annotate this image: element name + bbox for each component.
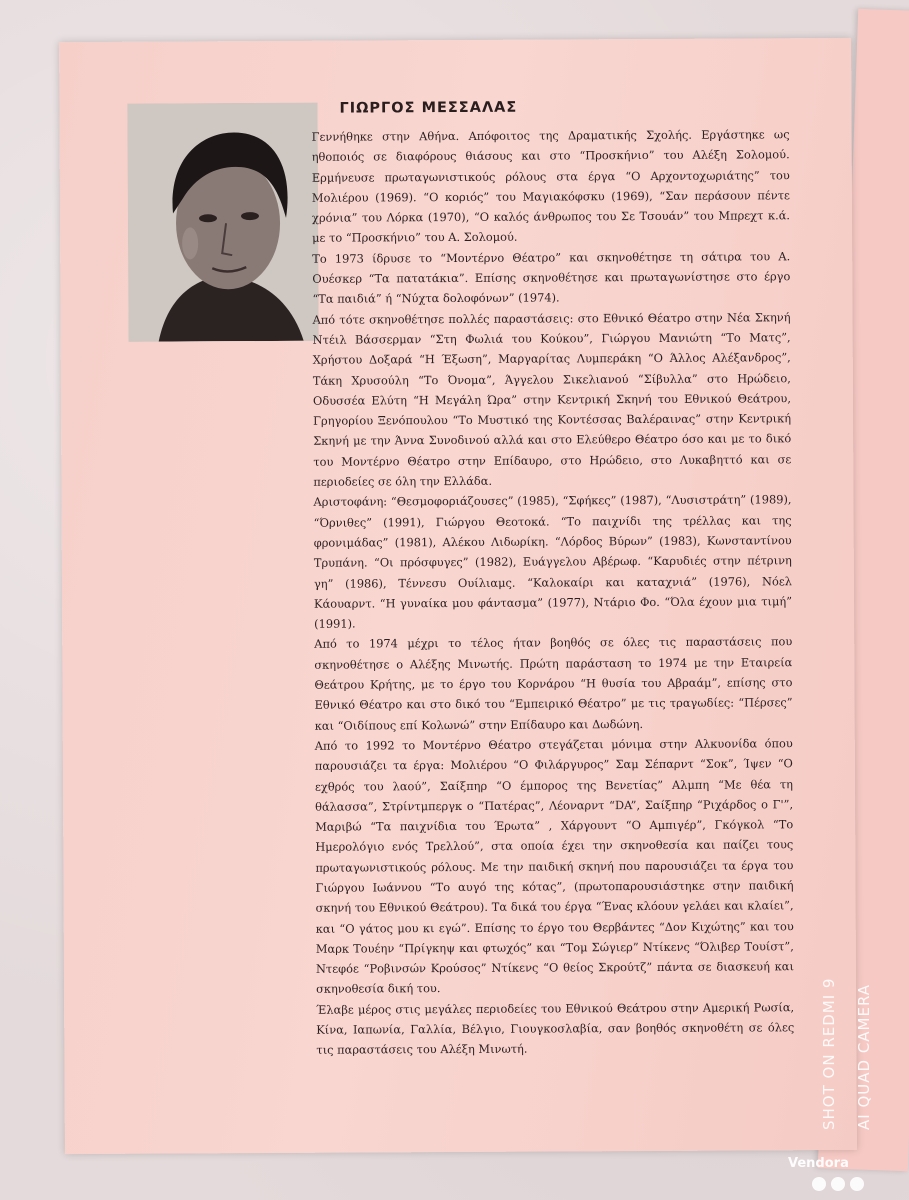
portrait-image xyxy=(127,103,318,342)
portrait-photo xyxy=(127,103,318,342)
paragraph: Το 1973 ίδρυσε το “Μοντέρνο Θέατρο” και σκηνοθέτησε τη σάτιρα του Α. Ουέσκερ “Τα πατατάκια”. Επίσης σκηνοθέτησε και πρωταγωνίστησε στο έργο “Τα παιδιά” ή “Νύχτα δολοφόνων” (1974). xyxy=(312,249,791,307)
vendora-dots-icon xyxy=(812,1176,882,1194)
paragraph: Γεννήθηκε στην Αθήνα. Απόφοιτος της Δραματικής Σχολής. Εργάστηκε ως ηθοποιός σε διαφόρους θιάσους και στο “Προσκήνιο” του Αλέξη Σολομού. Ερμήνευσε πρωταγωνιστικούς ρόλους στα έργα “Ο Αρχοντοχωριάτης” του Μολιέρου (1969). “Ο κοριός” του Μαγιακόφσκυ (1969), “Σαν περάσουν πέντε χρόνια” του Λόρκα (1970), “Ο καλός άνθρωπος του Σε Τσουάν” του Μπρεχτ κ.ά. με το “Προσκήνιο” του Α. Σολομού. xyxy=(311,127,791,246)
vendora-logo: Vendora xyxy=(788,1156,849,1171)
paragraph: Από το 1974 μέχρι το τέλος ήταν βοηθός σε όλες τις παραστάσεις που σκηνοθέτησε ο Αλέξης Μινωτής. Πρώτη παράσταση το 1974 με την Εταιρεία Θεάτρου Κρήτης, με το έργο του Κορνάρου “Η θυσία του Αβραάμ”, επίσης στο Εθνικό Θέατρο και στο δικό του “Εμπειρικό Θέατρο” με τις τραγωδίες: “Πέρσες” και “Οιδίπους επί Κολωνώ” στην Επίδαυρο και Δωδώνη. xyxy=(314,634,793,733)
paragraph: Έλαβε μέρος στις μεγάλες περιοδείες του Εθνικού Θεάτρου στην Αμερική Ρωσία, Κίνα, Ιαπωνία, Γαλλία, Βέλγιο, Γιουγκοσλαβία, σαν βοηθός σκηνοθέτη σε όλες τις παραστάσεις του Αλέξη Μινωτή. xyxy=(316,1000,795,1058)
document-page xyxy=(59,38,857,1154)
camera-watermark-line1: SHOT ON REDMI 9 xyxy=(820,977,838,1130)
paragraph: Από το 1992 το Μοντέρνο Θέατρο στεγάζεται μόνιμα στην Αλκυονίδα όπου παρουσιάζει τα έργα: Μολιέρου “Ο Φιλάργυρος” Σαμ Σέπαρντ “Σοκ”, Ίψεν “Ο εχθρός του λαού”, Σαίξπηρ “Ο έμπορος της Βενετίας” Αλμπη “Με θέα τη θάλασσα”, Στρίντμπεργκ ο “Πατέρας”, Λέοναρντ “DA”, Σαίξπηρ “Ριχάρδος ο Γ'”, Μαριβώ “Τα παιχνίδια του Έρωτα” , Χάργουντ “Ο Αμπιγέρ”, Γκόγκολ “Το Ημερολόγιο ενός Τρελλού”, στα οποία έχει την σκηνοθεσία και παίζει τους πρωταγωνιστικούς ρόλους. Με την παιδική σκηνή που παρουσιάζει τα έργα του Γιώργου Ιωάννου “Το αυγό της κότας”, (πρωτοπαρουσιάστηκε στην παιδική σκηνή του Εθνικού Θεάτρου). Τα δικά του έργα “Ένας κλόουν γελάει και κλαίει”, και “Ο γάτος μου κι εγώ”. Επίσης το έργο του Θερβάντες “Δον Κιχώτης” και του Μαρκ Τουέην “Πρίγκηψ και φτωχός” και “Τομ Σώγιερ” Ντίκενς “Όλιβερ Τουίστ”, Ντεφόε “Ροβινσών Κρούσος” Ντίκενς “Ο θείος Σκρούτζ” πάντα σε διασκευή και σκηνοθεσία δική του. xyxy=(314,736,794,997)
camera-watermark-line2: AI QUAD CAMERA xyxy=(855,983,873,1130)
page-title: ΓΙΩΡΓΟΣ ΜΕΣΣΑΛΑΣ xyxy=(339,99,518,117)
paragraph: Από τότε σκηνοθέτησε πολλές παραστάσεις: στο Εθνικό Θέατρο στην Νέα Σκηνή Ντέιλ Βάσσερμαν “Στη Φωλιά του Κούκου”, Γιώργου Μανιώτη “Το Ματς”, Χρήστου Δοξαρά “Η Έξωση”, Μαργαρίτας Λυμπεράκη “Ο Άλλος Αλέξανδρος”, Τάκη Χρυσούλη “Το Όνομα”, Άγγελου Σικελιανού “Σίβυλλα” στο Ηρώδειο, Οδυσσέα Ελύτη “Η Μεγάλη Ώρα” στην Κεντρική Σκηνή του Εθνικού Θεάτρου, Γρηγορίου Ξενόπουλου “Το Μυστικό της Κοντέσσας Βαλέραινας” στην Κεντρική Σκηνή με την Άννα Συνοδινού αλλά και στο Ελεύθερο Θέατρο όσο και με το δικό του Μοντέρνο Θέατρο στην Επίδαυρο, στο Ηρώδειο, στο Λυκαβηττό και σε περιοδείες σε όλη την Ελλάδα. xyxy=(312,309,792,489)
paragraph: Αριστοφάνη: “Θεσμοφοριάζουσες” (1985), “Σφήκες” (1987), “Λυσιστράτη” (1989), “Όρνιθες” (1991), Γιώργου Θεοτοκά. “Το παιχνίδι της τρέλλας και της φρονιμάδας” (1981), Αλέκου Λιδωρίκη. “Λόρδος Βύρων” (1983), Κωνσταντίνου Τρυπάνη. “Οι πρόσφυγες” (1982), Ευάγγελου Αβέρωφ. “Καρυδιές στην πέτρινη γη” (1986), Τέννεσυ Ουίλιαμς. “Καλοκαίρι και καταχνιά” (1976), Νόελ Κάουαρντ. “Η γυναίκα μου φάντασμα” (1977), Ντάριο Φο. “Όλα έχουν μια τιμή” (1991). xyxy=(313,492,793,631)
biography-text xyxy=(312,124,795,1060)
